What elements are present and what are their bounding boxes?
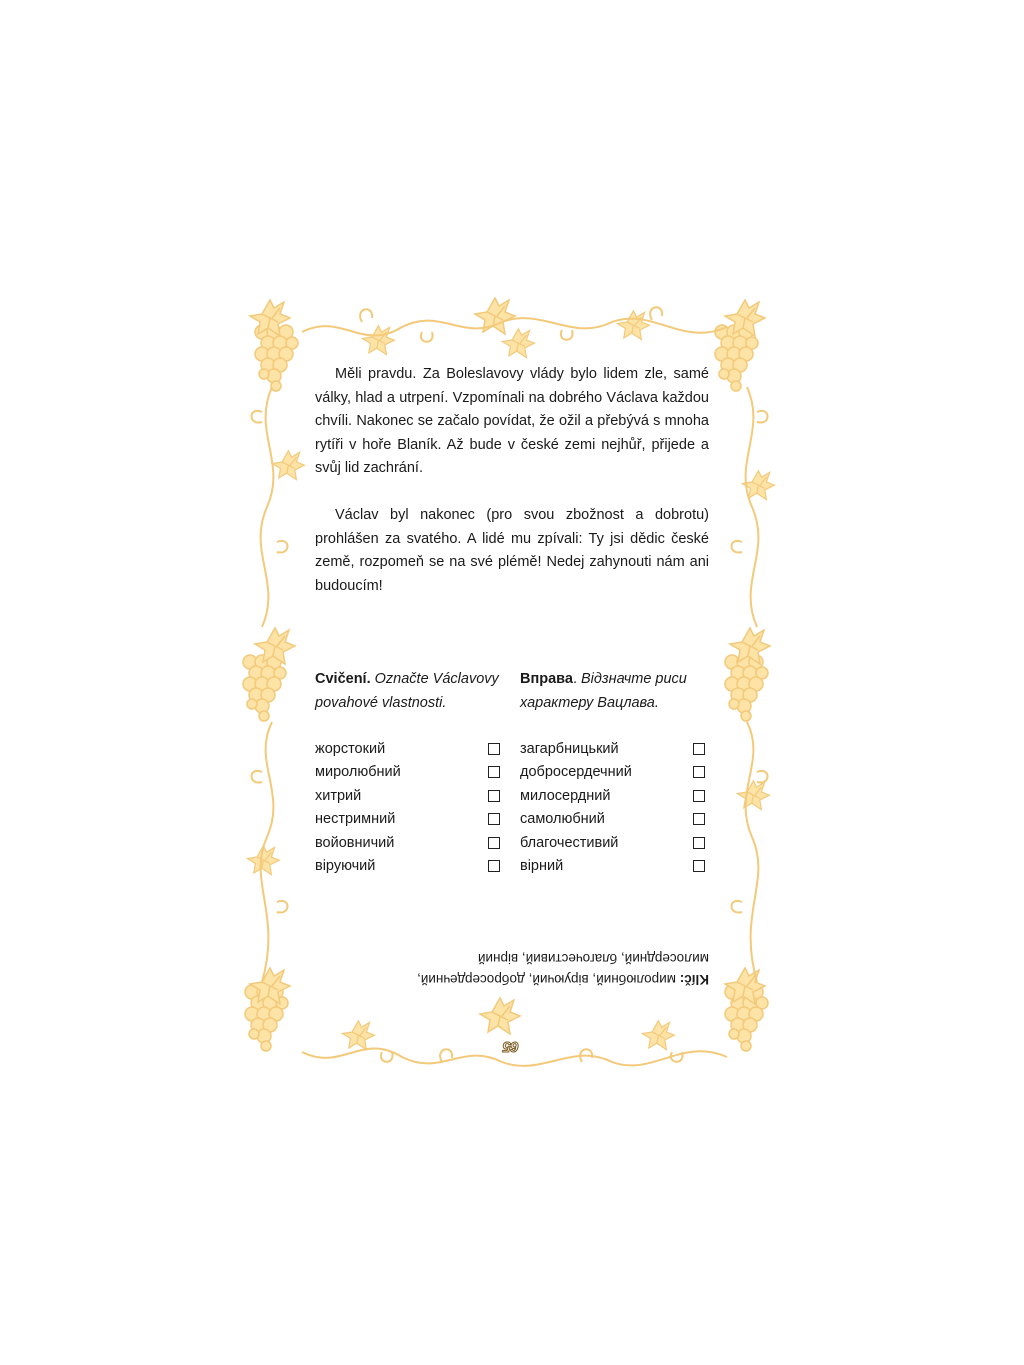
trait-label: нестримний <box>315 811 396 828</box>
checkbox[interactable] <box>488 743 500 755</box>
trait-label: милосердний <box>520 787 611 804</box>
answer-key-text: миролюбний, віруючий, добросердечний, милосердний, благочестивий, вірний <box>417 951 709 987</box>
checkbox[interactable] <box>488 837 500 849</box>
page-number: 65 <box>503 1038 519 1055</box>
book-page <box>232 292 788 1078</box>
checkbox[interactable] <box>693 790 705 802</box>
checkbox[interactable] <box>488 766 500 778</box>
checkbox[interactable] <box>488 860 500 872</box>
trait-label: войовничий <box>315 834 395 851</box>
list-item <box>315 808 505 831</box>
exercise-text: Відзначте риси характеру Вацлава. <box>520 671 687 711</box>
checkbox[interactable] <box>693 766 705 778</box>
trait-label: благочестивий <box>520 834 619 851</box>
answer-key-label: Klíč: <box>679 972 709 987</box>
paragraph-text: Václav byl nakonec (pro svou zbožnost a dobrotu) prohlášen za svatého. A lidé mu zpívali: Ty jsi dědic české země, rozpomeň se na své plémě! Nedej zahynouti nám ani budoucím! <box>315 507 709 594</box>
paragraph-text: Měli pravdu. Za Boleslavovy vlády bylo lidem zle, samé války, hlad a utrpení. Vzpomínali na dobrého Václava každou chvíli. Nakonec se začalo povídat, že ožil a přebývá s mnoha rytíři v hoře Blaník. Až bude v české zemi nejhůř, přijede a svůj lid zachrání. <box>315 366 709 476</box>
trait-label: добросердечний <box>520 764 632 781</box>
list-item <box>520 785 710 808</box>
list-item <box>520 808 710 831</box>
trait-label: вірний <box>520 857 564 874</box>
list-item <box>520 738 710 761</box>
list-item <box>520 761 710 784</box>
checkbox[interactable] <box>488 813 500 825</box>
exercise-label: Вправа <box>520 671 573 687</box>
traits-list-right <box>520 738 710 878</box>
checkbox[interactable] <box>693 837 705 849</box>
trait-label: миролюбний <box>315 764 401 781</box>
story-paragraph-2 <box>315 504 709 598</box>
list-item <box>315 832 505 855</box>
checkbox[interactable] <box>693 813 705 825</box>
story-paragraph-1 <box>315 363 709 481</box>
list-item <box>520 832 710 855</box>
list-item <box>520 855 710 878</box>
checkbox[interactable] <box>693 743 705 755</box>
answer-key-upside-down <box>382 948 709 990</box>
traits-list-left <box>315 738 505 878</box>
trait-label: хитрий <box>315 787 362 804</box>
trait-label: віруючий <box>315 857 376 874</box>
trait-label: самолюбний <box>520 811 605 828</box>
trait-label: жорстокий <box>315 741 386 757</box>
exercise-label: Cvičení. <box>315 671 371 687</box>
exercise-instruction-ukrainian <box>520 668 710 715</box>
list-item <box>315 738 505 761</box>
exercise-text: Označte Václavovy povahové vlastnosti. <box>315 671 499 711</box>
checkbox[interactable] <box>488 790 500 802</box>
trait-label: загарбницький <box>520 741 619 757</box>
list-item <box>315 761 505 784</box>
list-item <box>315 855 505 878</box>
checkbox[interactable] <box>693 860 705 872</box>
exercise-instruction-czech <box>315 668 505 715</box>
list-item <box>315 785 505 808</box>
exercise-punct: . <box>572 671 577 687</box>
